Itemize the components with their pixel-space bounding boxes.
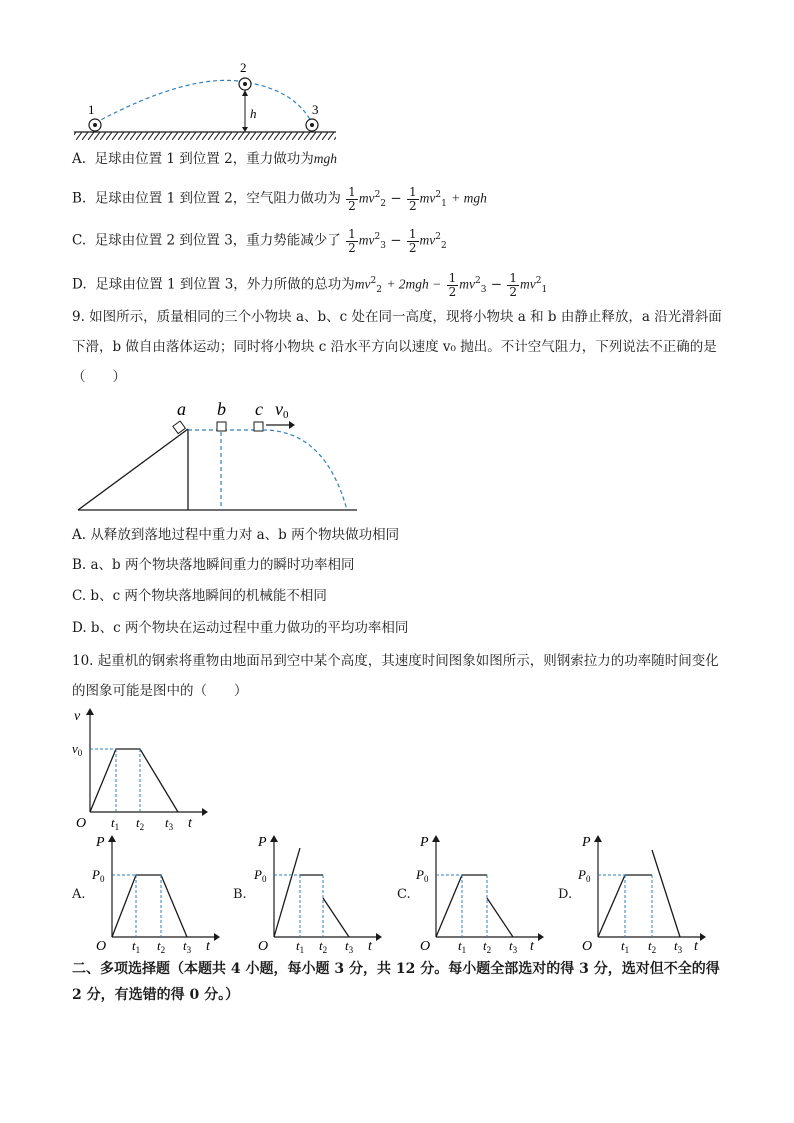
pt-p0: $P_0$ [92,867,105,884]
pt-axis-t: t [206,939,210,954]
label-c: c [255,399,263,419]
vt-t3: $t_3$ [165,815,174,830]
q10-pt-graph-a [90,830,225,954]
q8-option-a: A. 足球由位置 1 到位置 2，重力做功为mgh [72,151,337,167]
block-c [254,422,263,431]
pt-t3: $t_3$ [183,938,192,954]
q10-choice-d-label: D. [558,887,573,902]
pt-origin: O [258,939,269,954]
q9-option-d: D. b、c 两个物块在运动过程中重力做功的平均功率相同 [72,620,409,636]
pt-t3: $t_3$ [674,938,683,954]
pt-origin: O [96,939,107,954]
football-trajectory-figure [70,60,350,145]
q10-choice-a-label: A. [72,887,86,902]
q9-option-a: A. 从释放到落地过程中重力对 a、b 两个物块做功相同 [72,527,400,543]
pt-t2: $t_2$ [319,938,328,954]
pt-line [112,875,187,937]
block-b [217,422,226,431]
q10-vt-graph [70,705,210,830]
label-position-2: 2 [240,60,247,75]
pt-p0: $P_0$ [416,867,429,884]
q8-option-b: B. 足球由位置 1 到位置 2，空气阻力做功为 $\frac{1}{2}$ $mv^2_2$ − $\frac{1}{2}$ $mv^2_1$ + mgh [72,184,487,213]
label-height: h [250,106,257,121]
pt-t1: $t_1$ [132,938,141,954]
pt-origin: O [420,939,431,954]
pt-t1: $t_1$ [458,938,467,954]
vt-origin: O [76,816,87,830]
label-b: b [217,399,226,419]
pt-axis-p: P [420,835,429,850]
pt-axis-p: P [582,835,591,850]
pt-line-rise [598,875,625,937]
q10-choice-c-label: C. [397,887,411,902]
label-v0: v0 [275,399,289,421]
q10-pt-graph-d [576,830,711,954]
pt-p0: $P_0$ [578,867,591,884]
q9-incline-figure [75,395,365,520]
label-a: a [177,399,186,419]
pt-axis-p: P [96,835,105,850]
q9-stem: 9. 如图所示，质量相同的三个小物块 a、b、c 处在同一高度，现将小物块 a 和 b 由静止释放，a 沿光滑斜面下滑，b 做自由落体运动；同时将小物块 c 沿水平方向以速度 v₀ 抛出。不计空气阻力，下列说法不正确的是（ ） [72,309,722,385]
vt-axis-v: v [74,709,81,724]
pt-t3: $t_3$ [509,938,518,954]
section-2-heading: 二、多项选择题（本题共 4 小题，每小题 3 分，共 12 分。每小题全部选对的得 3 分，选对但不全的得 2 分，有选错的得 0 分。） [72,961,720,1003]
vt-line [90,749,178,812]
pt-line-fall [323,898,349,937]
pt-p0: $P_0$ [254,867,267,884]
vt-t1: $t_1$ [111,815,120,830]
pt-t1: $t_1$ [296,938,305,954]
trajectory-curve [95,80,312,123]
ground-hatching [74,132,336,140]
pt-t2: $t_2$ [157,938,166,954]
pt-t3: $t_3$ [345,938,354,954]
pt-origin: O [582,939,593,954]
pt-axis-t: t [368,939,372,954]
pt-line-fall [487,898,513,937]
q8-option-d: D. 足球由位置 1 到位置 3，外力所做的总功为$mv^2_2 + 2mgh$ − $\frac{1}{2}$ $mv^2_3$ − $\frac{1}{2}$ $mv^2_1$ [72,270,548,299]
q9-option-c: C. b、c 两个物块落地瞬间的机械能不相同 [72,588,327,604]
pt-line-rise [274,848,300,937]
c-projectile-path [263,430,347,510]
pt-t2: $t_2$ [483,938,492,954]
q9-option-b: B. a、b 两个物块落地瞬间重力的瞬时功率相同 [72,557,355,573]
label-position-3: 3 [312,102,319,117]
vt-axis-t: t [188,816,192,830]
q10-choice-b-label: B. [233,887,247,902]
pt-t1: $t_1$ [621,938,630,954]
pt-line-fall [652,850,680,937]
q8-option-c: C. 足球由位置 2 到位置 3，重力势能减少了 $\frac{1}{2}$ $mv^2_3$ − $\frac{1}{2}$ $mv^2_2$ [72,226,447,255]
q10-stem: 10. 起重机的钢索将重物由地面吊到空中某个高度，其速度时间图象如图所示，则钢索拉力的功率随时间变化的图象可能是图中的（ ） [72,653,719,699]
incline-slope [78,429,188,510]
vt-t2: $t_2$ [136,815,145,830]
pt-axis-t: t [694,939,698,954]
vt-v0: $v_0$ [72,741,83,758]
q10-pt-graph-b [252,830,387,954]
q10-pt-graph-c [414,830,549,954]
pt-line-rise [436,875,462,937]
pt-axis-p: P [258,835,267,850]
label-position-1: 1 [88,102,95,117]
pt-axis-t: t [530,939,534,954]
pt-t2: $t_2$ [648,938,657,954]
